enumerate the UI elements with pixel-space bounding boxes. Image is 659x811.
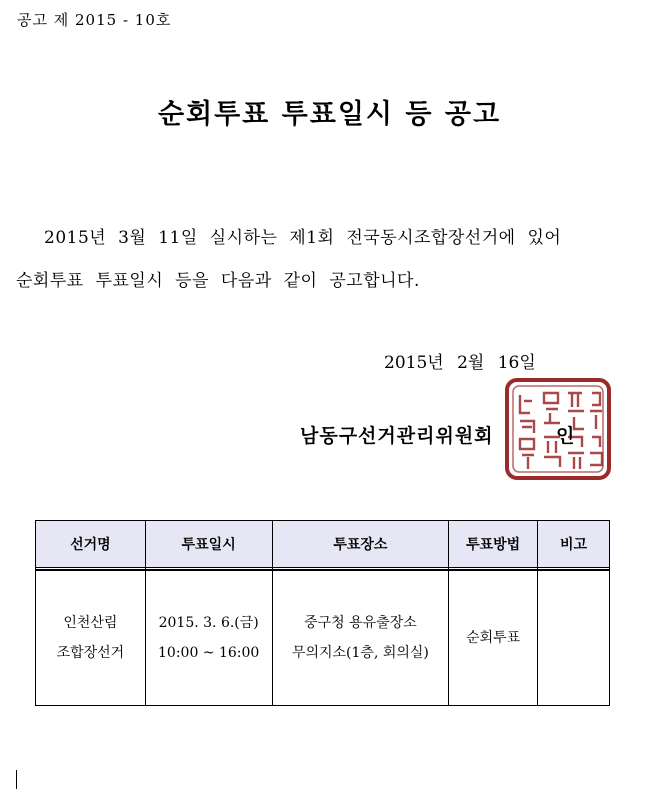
- text-cursor[interactable]: [16, 770, 17, 789]
- cell-note: [538, 570, 610, 706]
- notice-date: 2015년 2월 16일: [384, 353, 536, 373]
- schedule-table: [35, 520, 610, 706]
- cell-method: 순회투표: [449, 570, 538, 706]
- header-method: 투표방법: [449, 521, 538, 568]
- cell-place: 중구청 용유출장소 무의지소(1층, 회의실): [272, 570, 449, 706]
- header-place: 투표장소: [272, 521, 449, 568]
- table-header-row: [36, 521, 610, 568]
- cell-datetime: 2015. 3. 6.(금) 10:00 ~ 16:00: [145, 570, 272, 706]
- header-election: 선거명: [36, 521, 146, 568]
- document-title: 순회투표 투표일시 등 공고: [157, 99, 502, 130]
- body-line-2: 순회투표 투표일시 등을 다음과 같이 공고합니다.: [16, 271, 420, 291]
- notice-number: 공고 제 2015 - 10호: [17, 11, 172, 29]
- seal-mark: 인: [556, 425, 575, 447]
- body-line-1: 2015년 3월 11일 실시하는 제1회 전국동시조합장선거에 있어: [44, 228, 562, 248]
- issuer-name: 남동구선거관리위원회: [300, 425, 494, 447]
- header-note: 비고: [538, 521, 610, 568]
- table-row: [36, 570, 610, 706]
- cell-election: 인천산림 조합장선거: [36, 570, 146, 706]
- header-datetime: 투표일시: [145, 521, 272, 568]
